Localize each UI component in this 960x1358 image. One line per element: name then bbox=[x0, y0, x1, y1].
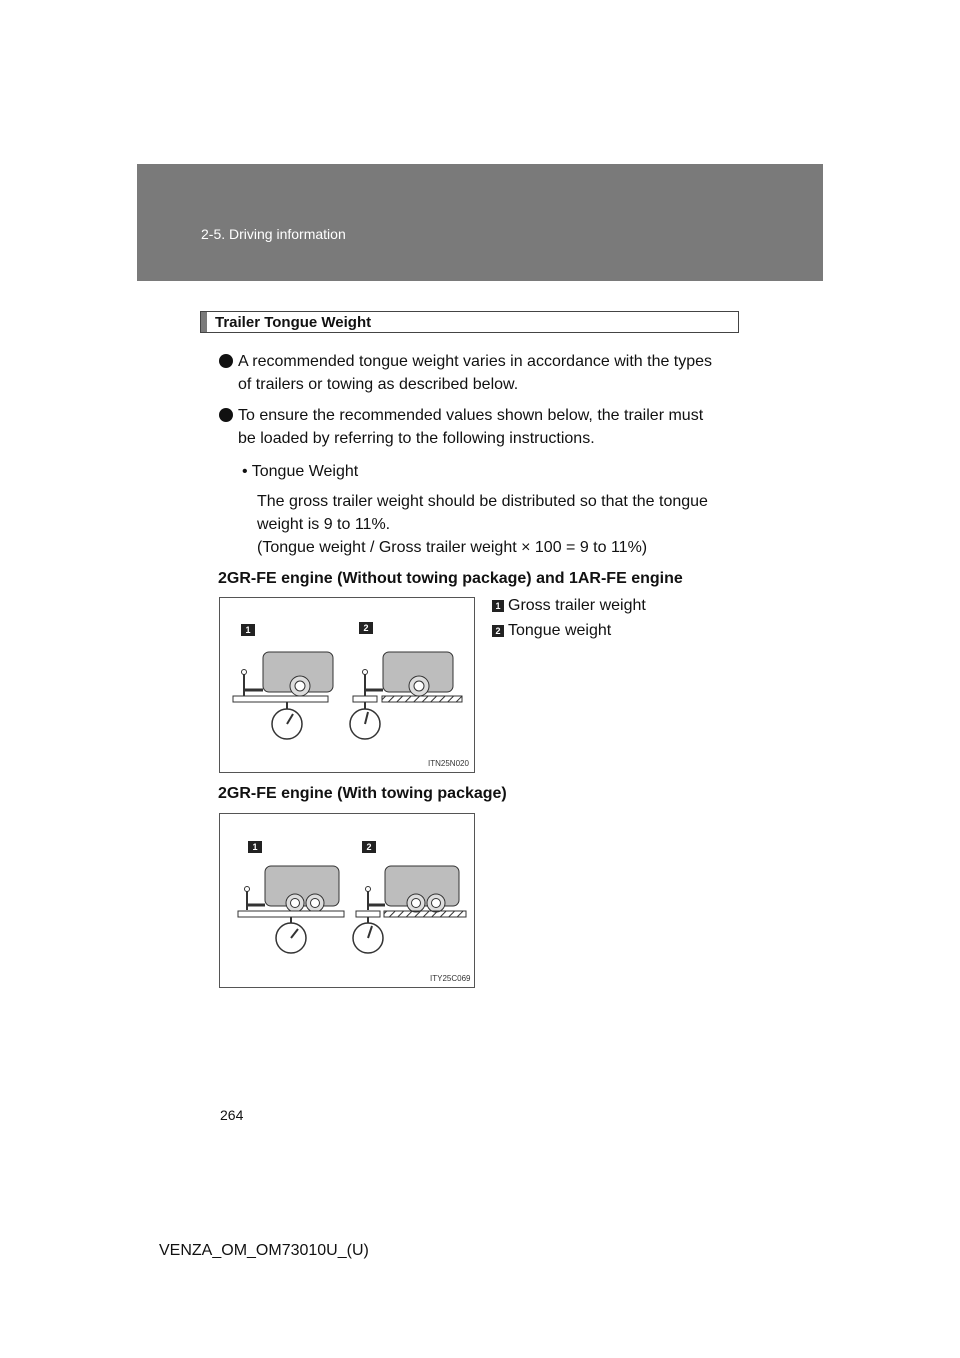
bullet-item bbox=[219, 350, 749, 396]
bullet-item bbox=[219, 404, 749, 450]
page-number: 264 bbox=[220, 1107, 244, 1123]
section-heading bbox=[200, 311, 739, 333]
section-label: 2-5. Driving information bbox=[201, 226, 346, 242]
figure-code: ITN25N020 bbox=[428, 759, 469, 768]
header-band bbox=[137, 164, 823, 281]
svg-text:1: 1 bbox=[252, 842, 258, 852]
figure-code: ITY25C069 bbox=[430, 974, 471, 983]
legend-item bbox=[492, 595, 646, 617]
svg-text:2: 2 bbox=[366, 842, 372, 852]
sub-item-tongue-weight: • Tongue Weight bbox=[242, 463, 359, 480]
tandem-axle-trailer-illustration bbox=[220, 814, 476, 989]
figure-single-axle-trailer bbox=[219, 597, 475, 773]
bullet-dot-icon bbox=[219, 408, 233, 422]
tandem-tongue-on-scale-icon bbox=[353, 866, 466, 953]
paragraph-line: The gross trailer weight should be distributed so that the tongue bbox=[257, 493, 708, 510]
heading-accent-bar bbox=[201, 312, 207, 332]
bullet-line: be loaded by referring to the following instructions. bbox=[238, 430, 595, 447]
badge-1-icon: 1 bbox=[492, 600, 504, 612]
bullet-line: To ensure the recommended values shown below, the trailer must bbox=[238, 407, 704, 424]
section-title: Trailer Tongue Weight bbox=[215, 314, 372, 331]
bullet-dot-icon bbox=[219, 354, 233, 368]
legend-label: Gross trailer weight bbox=[508, 597, 646, 614]
legend-item bbox=[492, 620, 611, 642]
trailer-on-scale-icon bbox=[233, 652, 333, 739]
single-axle-trailer-illustration bbox=[220, 598, 476, 774]
figure-tandem-axle-trailer bbox=[219, 813, 475, 988]
bullet-line: of trailers or towing as described below. bbox=[238, 376, 519, 393]
badge-2-icon: 2 bbox=[492, 625, 504, 637]
legend-label: Tongue weight bbox=[508, 622, 612, 639]
paragraph-line: weight is 9 to 11%. bbox=[257, 516, 391, 533]
tongue-on-scale-icon bbox=[350, 652, 462, 739]
figure2-caption: 2GR-FE engine (With towing package) bbox=[218, 785, 507, 802]
tongue-weight-paragraph bbox=[257, 490, 747, 559]
figure1-caption: 2GR-FE engine (Without towing package) and 1AR-FE engine bbox=[218, 570, 683, 587]
paragraph-line: (Tongue weight / Gross trailer weight × 100 = 9 to 11%) bbox=[257, 539, 648, 556]
svg-text:1: 1 bbox=[245, 625, 251, 635]
svg-text:2: 2 bbox=[363, 623, 369, 633]
bullet-line: A recommended tongue weight varies in accordance with the types bbox=[238, 353, 713, 370]
document-id: VENZA_OM_OM73010U_(U) bbox=[159, 1242, 369, 1259]
tandem-trailer-on-scale-icon bbox=[238, 866, 344, 953]
